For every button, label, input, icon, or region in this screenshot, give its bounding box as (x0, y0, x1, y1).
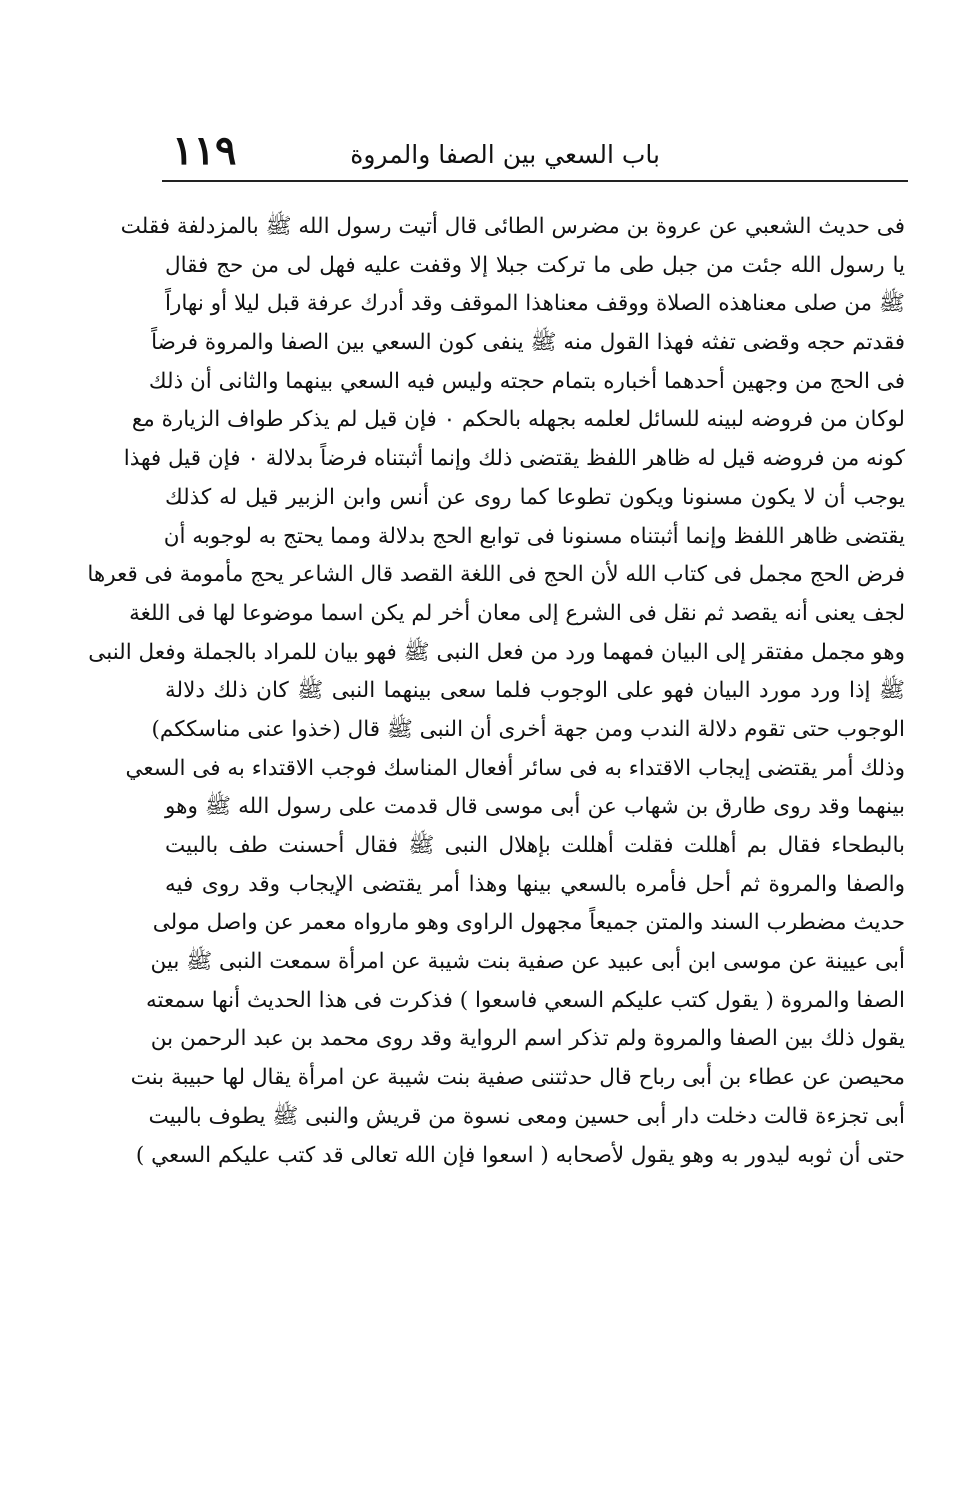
page-header (160, 128, 908, 178)
text-line: يوجب أن لا يكون مسنونا ويكون تطوعا كما روى عن أنس وابن الزبير قيل له كذلك (165, 484, 905, 510)
text-line: فى الحج من وجهين أحدهما أخباره بتمام حجته وليس فيه السعي بينهما والثانى أن ذلك (148, 368, 905, 394)
text-line: ﷺ إذا ورد مورد البيان فهو على الوجوب فلما سعى بينهما النبى ﷺ كان ذلك دلالة (165, 678, 905, 704)
text-line: يقتضى ظاهر اللفظ وإنما أثبتناه مسنونا فى توابع الحج بدلالة ومما يحتج به لوجوبه أن (163, 523, 905, 549)
header-rule (162, 180, 908, 182)
text-line: الوجوب حتى تقوم دلالة الندب ومن جهة أخرى أن النبى ﷺ قال (خذوا عنى مناسككم) (151, 716, 905, 742)
text-line: حديث مضطرب السند والمتن جميعاً مجهول الراوى وهو مارواه معمر عن واصل مولى (152, 910, 905, 936)
text-line: وهو مجمل مفتقر إلى البيان فمهما ورد من فعل النبى ﷺ فهو بيان للمراد بالجملة وفعل النبى (88, 639, 905, 665)
body-text (87, 208, 905, 1175)
text-line: حتى أن ثوبه ليدور به وهو يقول لأصحابه ( اسعوا فإن الله تعالى قد كتب عليكم السعي ) (135, 1142, 905, 1168)
text-line: فقدتم حجه وقضى تفثه فهذا القول منه ﷺ ينفى كون السعي بين الصفا والمروة فرضاً (151, 330, 905, 356)
text-line: ﷺ من صلى معناهذه الصلاة ووقف معناهذا الموقف وقد أدرك عرفة قبل ليلا أو نهاراً (165, 291, 905, 317)
running-title: باب السعي بين الصفا والمروة (350, 140, 660, 169)
text-line: أبى عيينة عن موسى ابن أبى عبيد عن صفية بنت شيبة عن امرأة سمعت النبى ﷺ بين (150, 949, 905, 975)
text-line: بالبطحاء فقال بم أهللت فقلت أهللت بإهلال النبى ﷺ فقال أحسنت طف بالبيت (165, 833, 905, 858)
text-line: فى حديث الشعبي عن عروة بن مضرس الطائى قال أتيت رسول الله ﷺ بالمزدلفة فقلت (120, 214, 905, 239)
text-line: والصفا والمروة ثم أحل فأمره بالسعي بينها وهذا أمر يقتضى الإيجاب وقد روى فيه (165, 871, 905, 897)
text-line: محيصن عن عطاء بن أبى رباح قال حدثتنى صفية بنت شيبة عن امرأة يقال لها حبيبة بنت (130, 1065, 905, 1091)
text-line: وذلك أمر يقتضى إيجاب الاقتداء به فى سائر أفعال المناسك فوجب الاقتداء به فى السعي (125, 755, 905, 781)
text-line: لجف يعنى أنه يقصد ثم نقل فى الشرع إلى معان أخر لم يكن اسما موضوعا لها فى اللغة (129, 600, 905, 626)
text-line: الصفا والمروة ( يقول كتب عليكم السعي فاسعوا ) فذكرت فى هذا الحديث أنها سمعته (146, 987, 905, 1013)
text-line: يا رسول الله جئت من جبل طى ما تركت جبلا إلا وقفت عليه فهل لى من حج فقال (165, 252, 905, 278)
page-number: ١١٩ (172, 127, 237, 174)
text-line: فرض الحج مجمل فى كتاب الله لأن الحج فى اللغة القصد قال الشاعر يحج مأمومة فى قعرها (87, 562, 905, 588)
text-line: يقول ذلك بين الصفا والمروة ولم تذكر اسم الرواية وقد روى محمد بن عبد الرحمن بن (150, 1026, 905, 1052)
text-line: لوكان من فروضه لبينه للسائل لعلمه بجهله بالحكم ۰ فإن قيل لم يذكر طواف الزيارة مع (131, 407, 905, 433)
text-line: أبى تجزءة قالت دخلت دار أبى حسين ومعى نسوة من قريش والنبى ﷺ يطوف بالبيت (148, 1103, 905, 1129)
text-line: كونه من فروضه قيل له ظاهر اللفظ يقتضى ذلك وإنما أثبتناه فرضاً بدلالة ۰ فإن قيل فهذا (123, 446, 905, 472)
text-line: بينهما وقد روى طارق بن شهاب عن أبى موسى قال قدمت على رسول الله ﷺ وهو (165, 794, 905, 820)
